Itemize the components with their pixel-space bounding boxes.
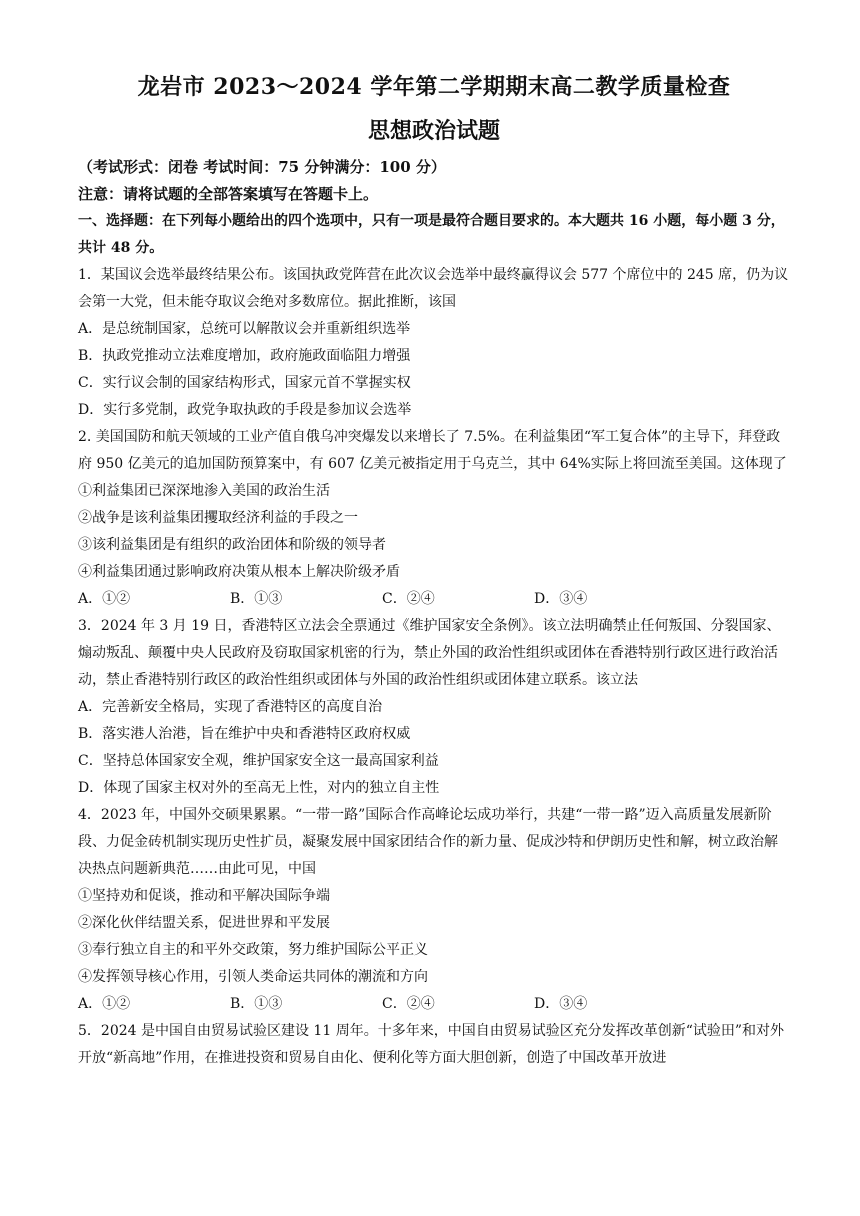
- page-title: 龙岩市 2023～2024 学年第二学期期末高二教学质量检查: [137, 74, 731, 100]
- option-c: C．实行议会制的国家结构形式，国家元首不掌握实权: [78, 375, 411, 391]
- option-d: D．实行多党制，政党争取执政的手段是参加议会选举: [78, 402, 412, 418]
- statement-3: ③该利益集团是有组织的政治团体和阶级的领导者: [78, 537, 386, 553]
- question-stem: 3．2024 年 3 月 19 日，香港特区立法会全票通过《维护国家安全条例》。该立法明确禁止任何叛国、分裂国家、煽动叛乱、颠覆中央人民政府及窃取国家机密的行为，禁止外国的政治性组织或团体在香港特别行政区进行政治活动，禁止香港特别行政区的政治性组织或团体与外国的政治性组织或团体建立联系。该立法: [78, 618, 781, 688]
- question-stem: 1．某国议会选举最终结果公布。该国执政党阵营在此次议会选举中最终赢得议会 577 个席位中的 245 席，仍为议会第一大党，但未能夺取议会绝对多数席位。据此推断，该国: [78, 267, 789, 310]
- choice-a: A．①②: [78, 996, 131, 1012]
- option-a: A．是总统制国家，总统可以解散议会并重新组织选举: [78, 321, 411, 337]
- option-b: B．执政党推动立法难度增加，政府施政面临阻力增强: [78, 348, 411, 364]
- choice-c: C．②④: [382, 996, 435, 1012]
- section-heading: 一、选择题：在下列每小题给出的四个选项中，只有一项是最符合题目要求的。本大题共 16 小题，每小题 3 分，共计 48 分。: [78, 213, 785, 256]
- statement-2: ②战争是该利益集团攫取经济利益的手段之一: [78, 510, 358, 526]
- question-4: [78, 802, 790, 1018]
- statement-1: ①坚持劝和促谈，推动和平解决国际争端: [78, 888, 330, 904]
- choice-b: B．①③: [230, 591, 283, 607]
- choice-b: B．①③: [230, 996, 283, 1012]
- question-1: [78, 262, 790, 424]
- question-2: [78, 424, 790, 613]
- page-subtitle: 思想政治试题: [367, 118, 500, 144]
- statement-2: ②深化伙伴结盟关系，促进世界和平发展: [78, 915, 330, 931]
- choice-d: D．③④: [534, 996, 588, 1012]
- question-stem: 5．2024 是中国自由贸易试验区建设 11 周年。十多年来，中国自由贸易试验区充分发挥改革创新“试验田”和对外开放“新高地”作用，在推进投资和贸易自由化、便利化等方面大胆创新，创造了中国改革开放进: [78, 1023, 785, 1066]
- notice: 注意：请将试题的全部答案填写在答题卡上。: [78, 185, 379, 203]
- option-d: D．体现了国家主权对外的至高无上性，对内的独立自主性: [78, 780, 440, 796]
- exam-info: （考试形式：闭卷 考试时间：75 分钟满分：100 分）: [78, 158, 446, 176]
- exam-page: [78, 70, 790, 1072]
- option-c: C．坚持总体国家安全观，维护国家安全这一最高国家利益: [78, 753, 439, 769]
- choice-row: [78, 991, 790, 1018]
- choice-c: C．②④: [382, 591, 435, 607]
- statement-4: ④发挥领导核心作用，引领人类命运共同体的潮流和方向: [78, 969, 428, 985]
- option-a: A．完善新安全格局，实现了香港特区的高度自治: [78, 699, 383, 715]
- statement-3: ③奉行独立自主的和平外交政策，努力维护国际公平正义: [78, 942, 428, 958]
- statement-1: ①利益集团已深深地渗入美国的政治生活: [78, 483, 330, 499]
- choice-row: [78, 586, 790, 613]
- statement-4: ④利益集团通过影响政府决策从根本上解决阶级矛盾: [78, 564, 400, 580]
- question-3: [78, 613, 790, 802]
- option-b: B．落实港人治港，旨在维护中央和香港特区政府权威: [78, 726, 411, 742]
- question-5: [78, 1018, 790, 1072]
- choice-a: A．①②: [78, 591, 131, 607]
- question-stem: 2. 美国国防和航天领域的工业产值自俄乌冲突爆发以来增长了 7.5%。在利益集团“军工复合体”的主导下，拜登政府 950 亿美元的追加国防预算案中，有 607 亿美元被指定用于乌克兰，其中 64%实际上将回流至美国。这体现了: [78, 429, 787, 472]
- question-stem: 4．2023 年，中国外交硕果累累。“一带一路”国际合作高峰论坛成功举行，共建“一带一路”迈入高质量发展新阶段、力促金砖机制实现历史性扩员，凝聚发展中国家团结合作的新力量、促成沙特和伊朗历史性和解，树立政治解决热点问题新典范……由此可见，中国: [78, 807, 778, 877]
- choice-d: D．③④: [534, 591, 588, 607]
